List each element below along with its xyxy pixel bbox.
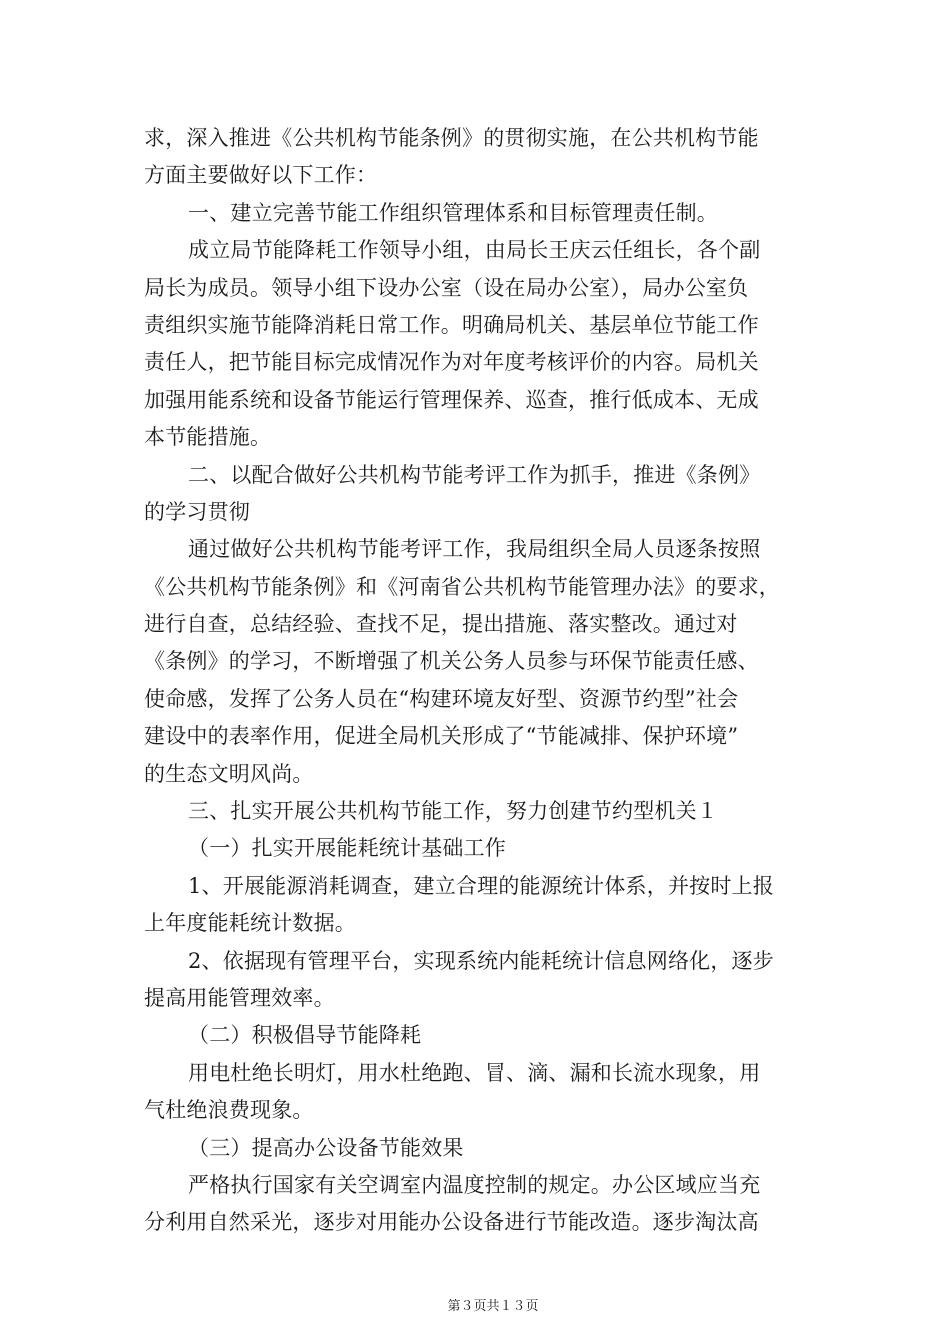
text-line: 上年度能耗统计数据。	[144, 911, 356, 936]
body-text	[144, 120, 808, 1242]
text-line: 1、开展能源消耗调查，建立合理的能源统计体系，并按时上报	[188, 873, 774, 898]
text-line: 一、建立完善节能工作组织管理体系和目标管理责任制。	[188, 200, 718, 225]
text-line: 用电杜绝长明灯，用水杜绝跑、冒、滴、漏和长流水现象，用	[188, 1060, 761, 1085]
text-line: 成立局节能降耗工作领导小组，由局长王庆云任组长，各个副	[188, 238, 761, 263]
text-line: 求，深入推进《公共机构节能条例》的贯彻实施，在公共机构节能	[144, 126, 759, 150]
page-number-footer: 第３页共１３页	[447, 1299, 539, 1314]
text-line: 三、扎实开展公共机构节能工作，努力创建节约型机关１	[188, 799, 718, 824]
text-line: 局长为成员。领导小组下设办公室（设在局办公室），局办公室负	[144, 275, 749, 300]
text-line: （一）扎实开展能耗统计基础工作	[188, 836, 506, 861]
text-line: 使命感，发挥了公务人员在“构建环境友好型、资源节约型”社会	[144, 686, 739, 711]
text-line: 方面主要做好以下工作：	[144, 163, 378, 188]
text-line: 的生态文明风尚。	[144, 761, 314, 786]
text-line: 二、以配合做好公共机构节能考评工作为抓手，推进《条例》	[188, 462, 761, 487]
text-line: 2、依据现有管理平台，实现系统内能耗统计信息网络化，逐步	[188, 948, 774, 973]
text-line: 提高用能管理效率。	[144, 985, 335, 1010]
text-line: 本节能措施。	[144, 425, 272, 450]
text-line: 的学习贯彻	[144, 499, 250, 524]
text-line: （三）提高办公设备节能效果	[188, 1135, 464, 1160]
text-line: 建设中的表率作用，促进全局机关形成了“节能减排、保护环境”	[144, 724, 739, 749]
text-line: （二）积极倡导节能降耗	[188, 1023, 422, 1048]
text-line: 《公共机构节能条例》和《河南省公共机构节能管理办法》的要求，	[144, 574, 780, 599]
text-line: 进行自查，总结经验、查找不足，提出措施、落实整改。通过对	[144, 612, 738, 637]
text-line: 责任人，把节能目标完成情况作为对年度考核评价的内容。局机关	[144, 350, 759, 375]
text-line: 通过做好公共机构节能考评工作，我局组织全局人员逐条按照	[188, 537, 761, 562]
text-line: 分利用自然采光，逐步对用能办公设备进行节能改造。逐步淘汰高	[144, 1210, 759, 1235]
text-line: 加强用能系统和设备节能运行管理保养、巡查，推行低成本、无成	[144, 387, 759, 412]
text-line: 《条例》的学习，不断增强了机关公务人员参与环保节能责任感、	[144, 649, 759, 674]
text-line: 责组织实施节能降消耗日常工作。明确局机关、基层单位节能工作	[144, 312, 759, 337]
text-line: 严格执行国家有关空调室内温度控制的规定。办公区域应当充	[188, 1172, 761, 1197]
text-line: 气杜绝浪费现象。	[144, 1098, 314, 1123]
